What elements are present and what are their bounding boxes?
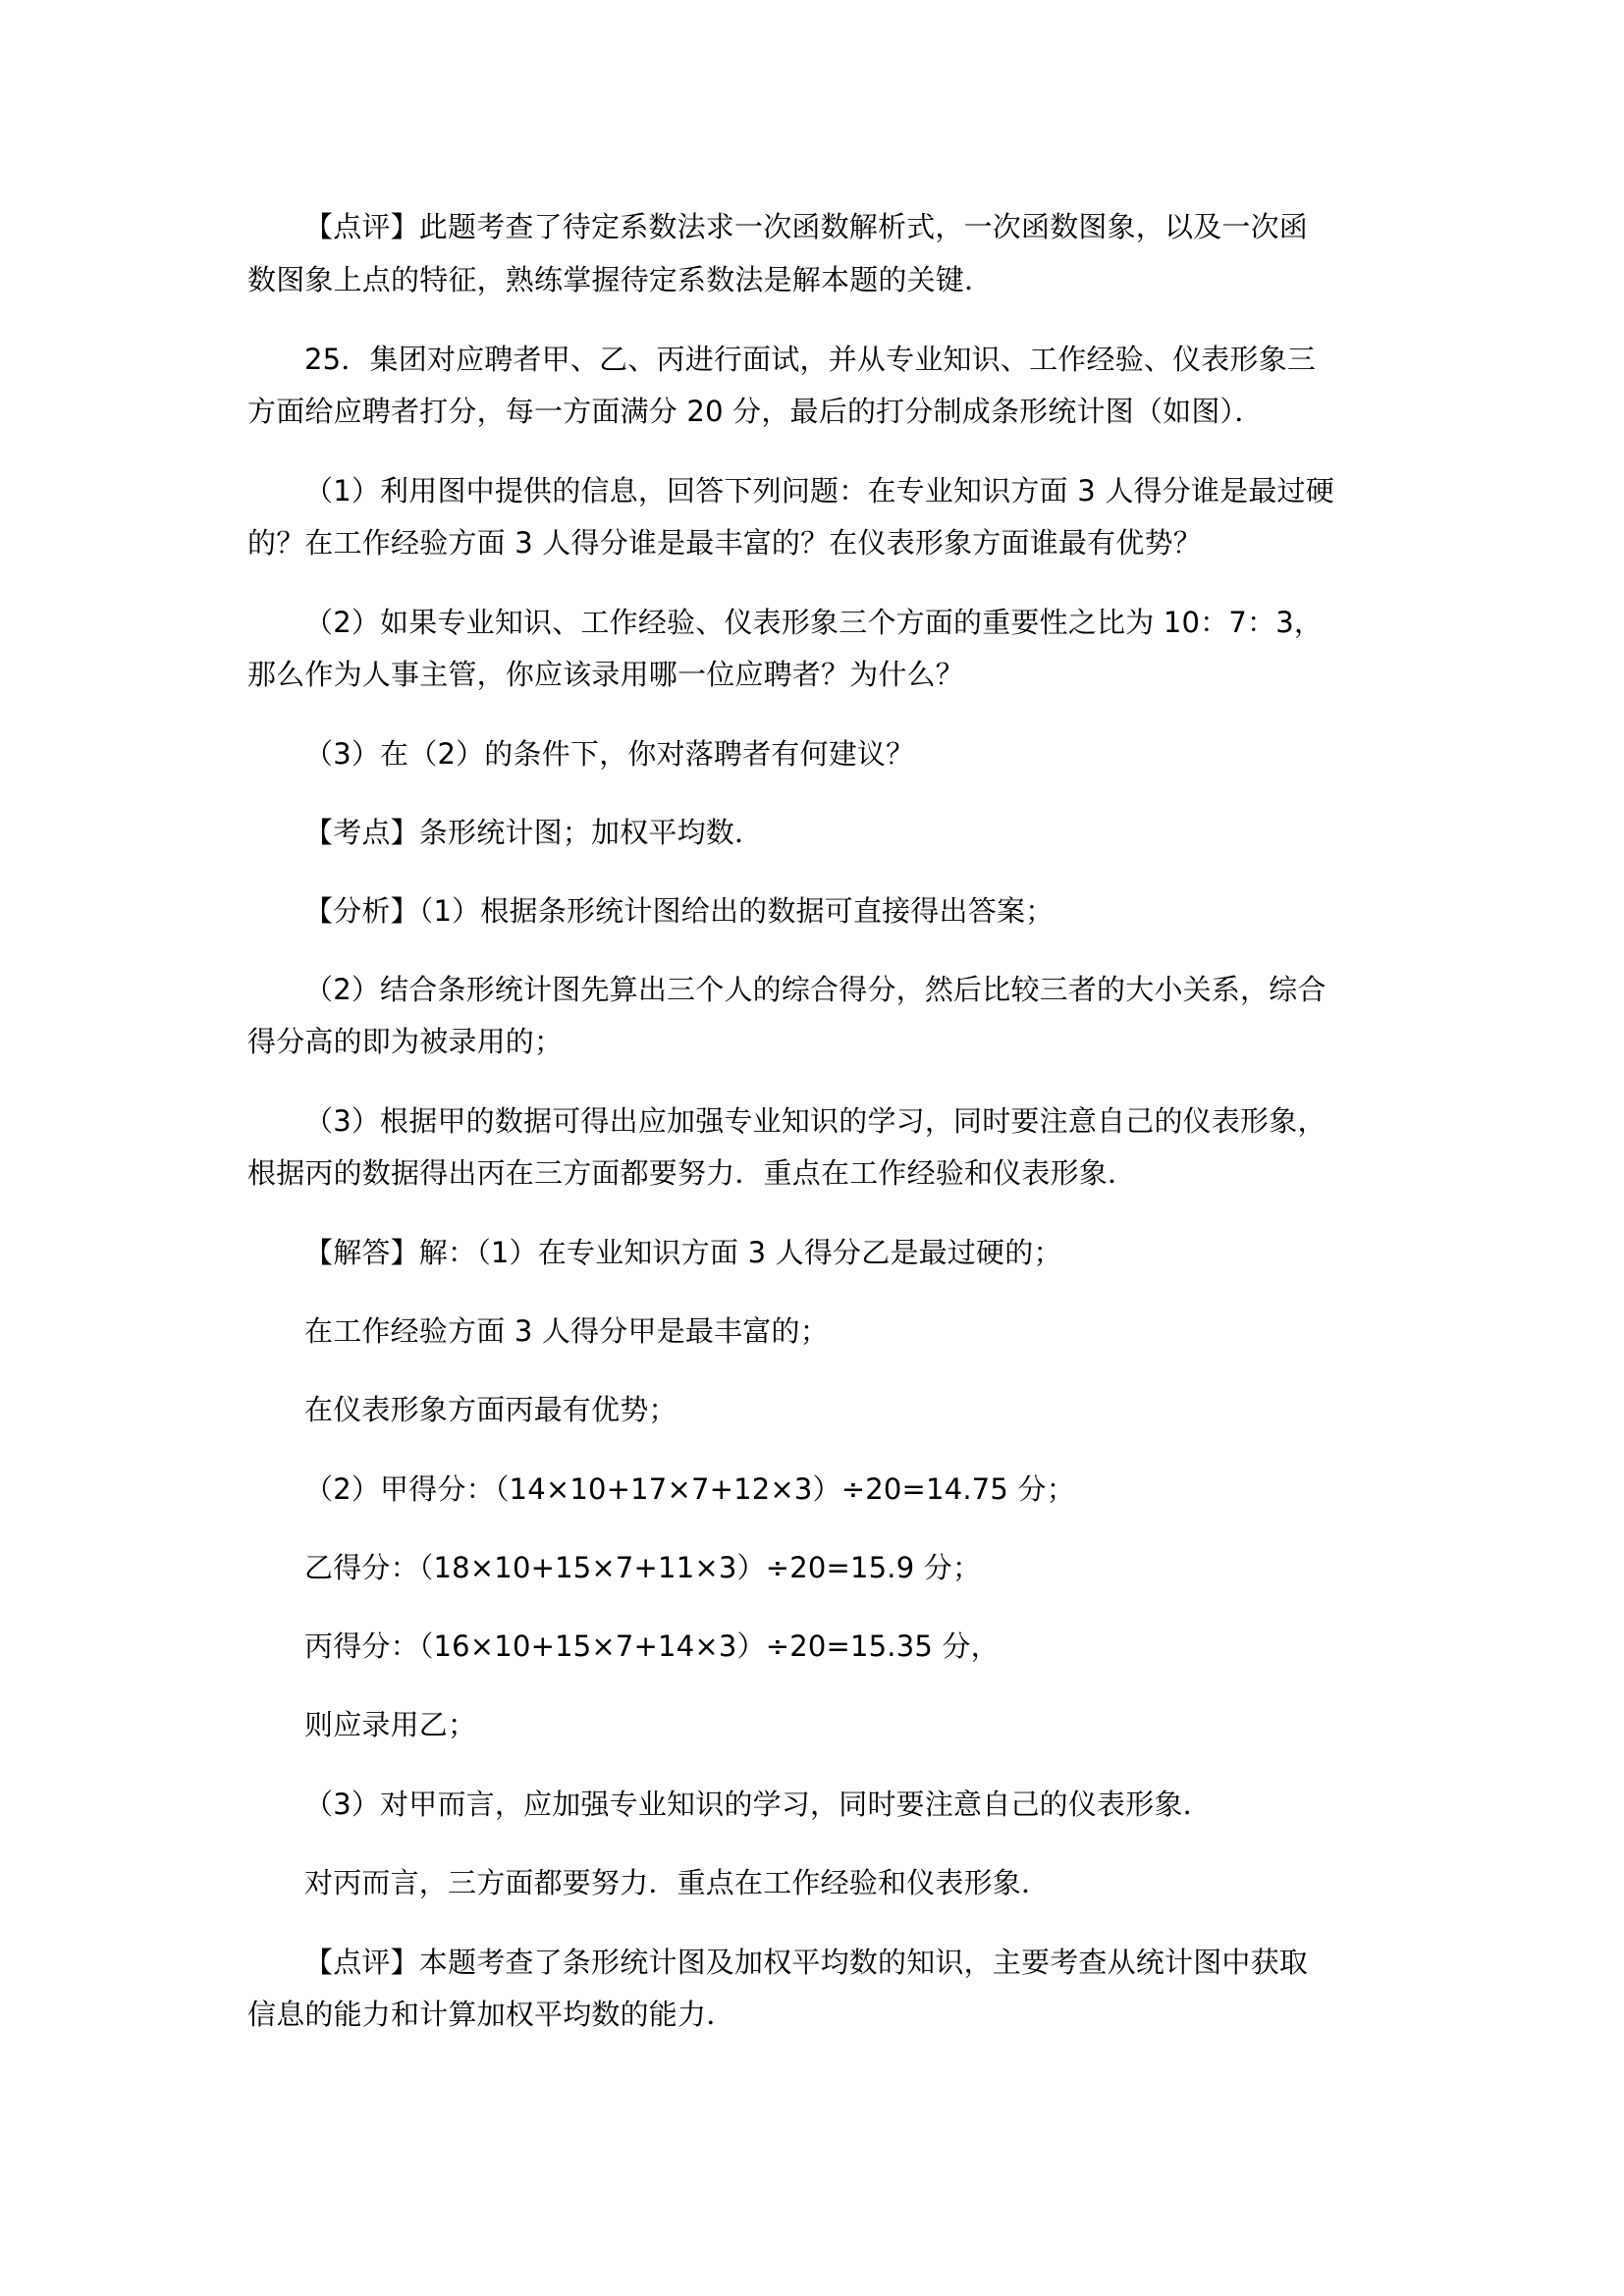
analysis-3-line-2: 根据丙的数据得出丙在三方面都要努力．重点在工作经验和仪表形象．: [247, 1156, 1137, 1190]
problem-25-line-2: 方面给应聘者打分，每一方面满分 20 分，最后的打分制成条形统计图（如图）．: [247, 395, 1264, 428]
review-prev-line-1: 【点评】此题考查了待定系数法求一次函数解析式，一次函数图象，以及一次函: [304, 210, 1309, 243]
answer-3-bing: 对丙而言，三方面都要努力．重点在工作经验和仪表形象．: [304, 1866, 1051, 1899]
answer-2-jia: （2）甲得分：（14×10+17×7+12×3）÷20=14.75 分；: [304, 1472, 1075, 1506]
analysis-2-line-1: （2）结合条形统计图先算出三个人的综合得分，然后比较三者的大小关系，综合: [304, 973, 1326, 1006]
question-1-line-1: （1）利用图中提供的信息，回答下列问题：在专业知识方面 3 人得分谁是最过硬: [304, 474, 1334, 507]
analysis-1: 【分析】（1）根据条形统计图给出的数据可直接得出答案；: [304, 894, 1055, 928]
answer-2-yi: 乙得分：（18×10+15×7+11×3）÷20=15.9 分；: [304, 1551, 982, 1584]
answer-2-conclusion: 则应录用乙；: [304, 1708, 477, 1741]
question-2-line-1: （2）如果专业知识、工作经验、仪表形象三个方面的重要性之比为 10：7：3，: [304, 606, 1324, 639]
answer-3-jia: （3）对甲而言，应加强专业知识的学习，同时要注意自己的仪表形象．: [304, 1788, 1212, 1821]
analysis-3-line-1: （3）根据甲的数据可得出应加强专业知识的学习，同时要注意自己的仪表形象，: [304, 1104, 1326, 1138]
review-line-1: 【点评】本题考查了条形统计图及加权平均数的知识，主要考查从统计图中获取: [304, 1946, 1309, 1979]
answer-1-experience: 在工作经验方面 3 人得分甲是最丰富的；: [304, 1314, 829, 1348]
review-prev-line-2: 数图象上点的特征，熟练掌握待定系数法是解本题的关键．: [247, 263, 994, 296]
key-point: 【考点】条形统计图；加权平均数．: [304, 816, 764, 849]
analysis-2-line-2: 得分高的即为被录用的；: [247, 1025, 564, 1058]
question-3: （3）在（2）的条件下，你对落聘者有何建议？: [304, 737, 915, 771]
review-line-2: 信息的能力和计算加权平均数的能力．: [247, 1998, 735, 2031]
question-1-line-2: 的？在工作经验方面 3 人得分谁是最丰富的？在仪表形象方面谁最有优势？: [247, 526, 1202, 560]
answer-2-bing: 丙得分：（16×10+15×7+14×3）÷20=15.35 分，: [304, 1629, 1000, 1663]
answer-1-appearance: 在仪表形象方面丙最有优势；: [304, 1393, 677, 1426]
question-2-line-2: 那么作为人事主管，你应该录用哪一位应聘者？为什么？: [247, 658, 965, 691]
problem-25-line-1: 25．集团对应聘者甲、乙、丙进行面试，并从专业知识、工作经验、仪表形象三: [304, 343, 1317, 376]
answer-1: 【解答】解：（1）在专业知识方面 3 人得分乙是最过硬的；: [304, 1236, 1062, 1269]
